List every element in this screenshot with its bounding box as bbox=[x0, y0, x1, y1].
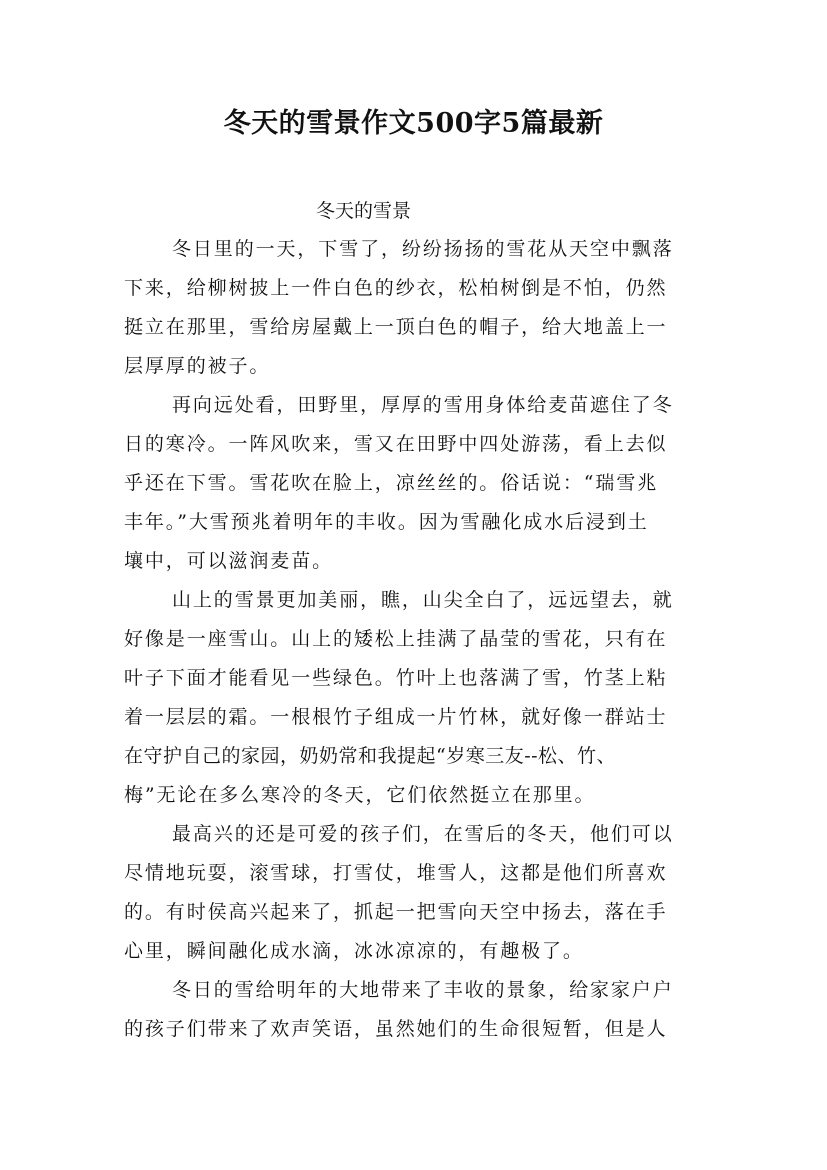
text-line: 的。有时侯高兴起来了，抓起一把雪向天空中扬去，落在手 bbox=[124, 901, 668, 923]
text-line: 再向远处看，田野里，厚厚的雪用身体给麦苗遮住了冬 bbox=[172, 394, 674, 416]
essay-title: 冬天的雪景 bbox=[316, 200, 412, 222]
text-line: 日的寒冷。一阵风吹来，雪又在田野中四处游荡，看上去似 bbox=[124, 433, 668, 455]
text-line: 好像是一座雪山。山上的矮松上挂满了晶莹的雪花，只有在 bbox=[124, 628, 668, 650]
text-line: 乎还在下雪。雪花吹在脸上，凉丝丝的。俗话说：“瑞雪兆 bbox=[124, 472, 659, 494]
text-line: 着一层层的霜。一根根竹子组成一片竹林，就好像一群站士 bbox=[124, 706, 668, 728]
text-line: 冬日里的一天，下雪了，纷纷扬扬的雪花从天空中飘落 bbox=[172, 238, 674, 260]
text-line: 在守护自己的家园，奶奶常和我提起“岁寒三友--松、竹、 bbox=[124, 745, 617, 767]
text-line: 最高兴的还是可爱的孩子们，在雪后的冬天，他们可以 bbox=[172, 823, 674, 845]
text-line: 叶子下面才能看见一些绿色。竹叶上也落满了雪，竹茎上粘 bbox=[124, 667, 668, 689]
text-line: 下来，给柳树披上一件白色的纱衣，松柏树倒是不怕，仍然 bbox=[124, 277, 668, 299]
text-line: 山上的雪景更加美丽，瞧，山尖全白了，远远望去，就 bbox=[172, 589, 674, 611]
text-line: 挺立在那里，雪给房屋戴上一顶白色的帽子，给大地盖上一 bbox=[124, 316, 668, 338]
text-line: 心里，瞬间融化成水滴，冰冰凉凉的，有趣极了。 bbox=[124, 940, 584, 962]
text-line: 梅”无论在多么寒冷的冬天，它们依然挺立在那里。 bbox=[124, 784, 596, 806]
document-title: 冬天的雪景作文500字5篇最新 bbox=[223, 108, 604, 139]
text-line: 的孩子们带来了欢声笑语，虽然她们的生命很短暂，但是人 bbox=[124, 1018, 668, 1040]
text-line: 丰年。”大雪预兆着明年的丰收。因为雪融化成水后浸到土 bbox=[124, 511, 649, 533]
text-line: 尽情地玩耍，滚雪球，打雪仗，堆雪人，这都是他们所喜欢 bbox=[124, 862, 668, 884]
text-line: 壤中，可以滋润麦苗。 bbox=[124, 550, 334, 572]
text-line: 层厚厚的被子。 bbox=[124, 355, 271, 377]
text-line: 冬日的雪给明年的大地带来了丰收的景象，给家家户户 bbox=[172, 979, 674, 1001]
